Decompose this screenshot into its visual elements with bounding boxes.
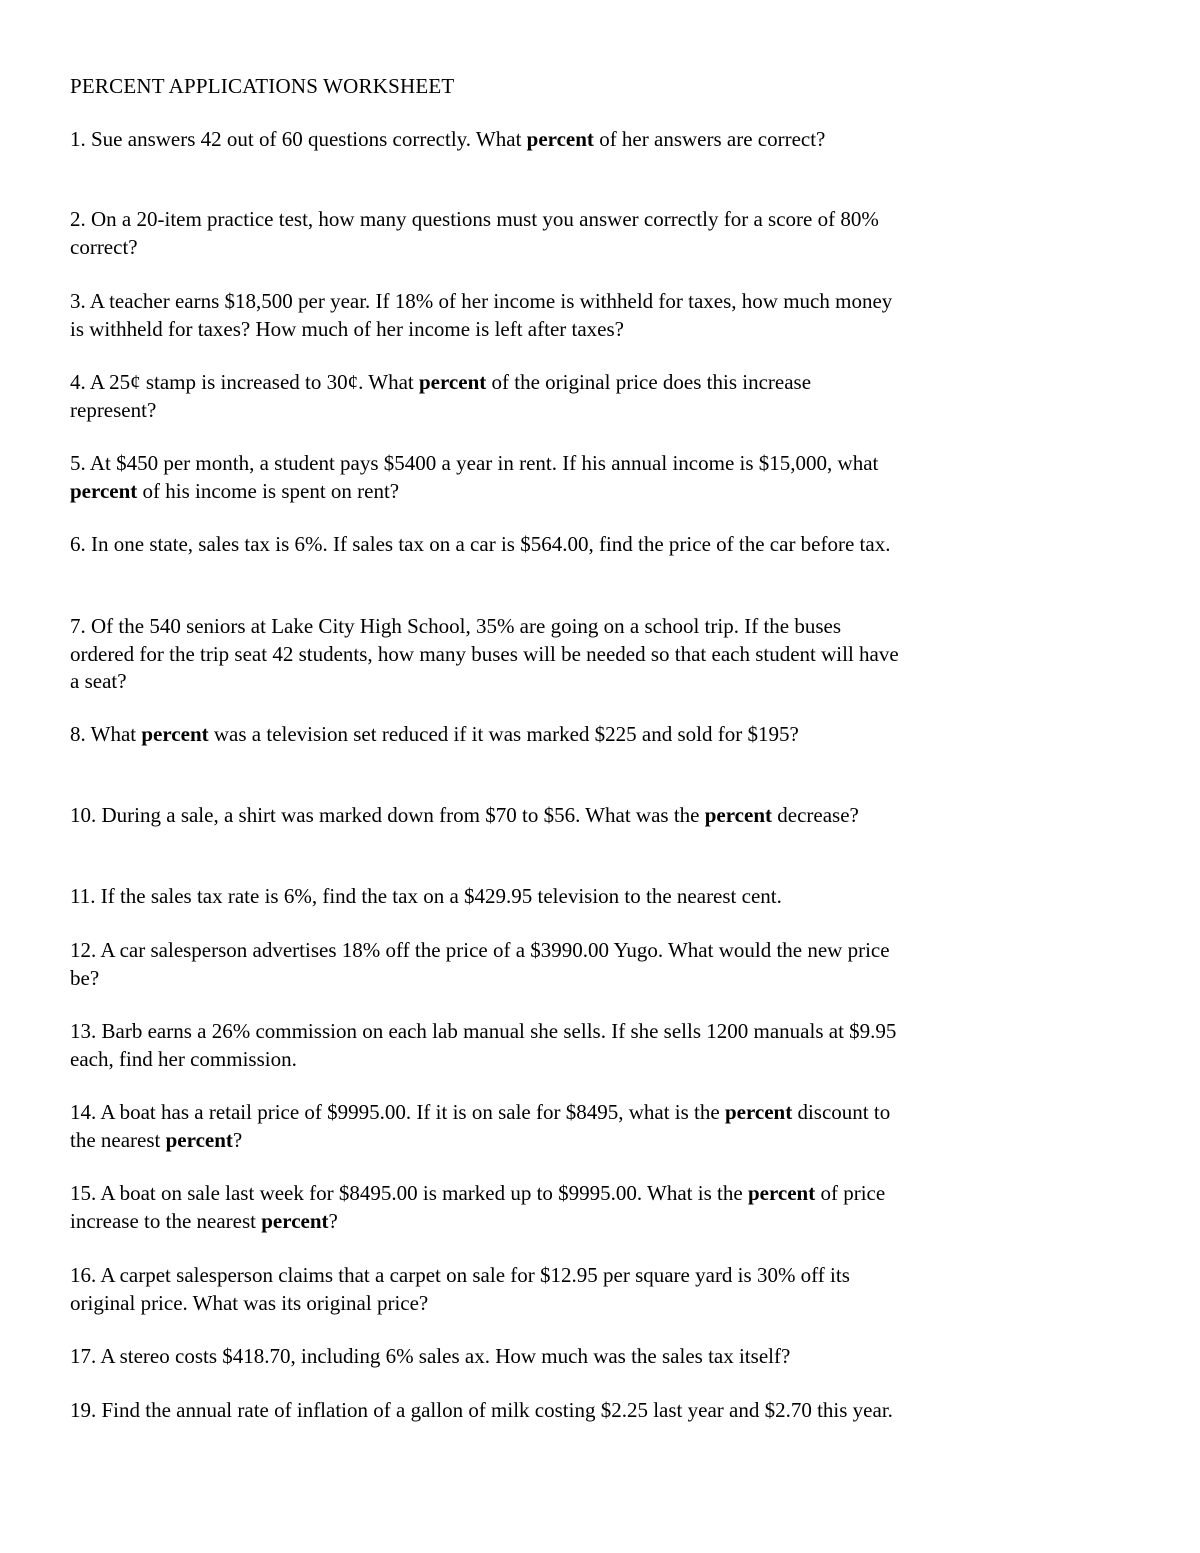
question-text: If the sales tax rate is 6%, find the tax on a $429.95 television to the nearest cent.	[100, 884, 782, 908]
question-text: decrease?	[772, 803, 859, 827]
question-text: A car salesperson advertises 18% off the price of a $3990.00 Yugo. What would the new price be?	[70, 938, 890, 990]
question-text: A stereo costs $418.70, including 6% sales ax. How much was the sales tax itself?	[100, 1344, 791, 1368]
question-number: 13.	[70, 1019, 97, 1043]
question-text: ?	[232, 1127, 243, 1152]
question-item	[70, 883, 900, 911]
emphasis-text: percent	[70, 478, 138, 503]
question-text: of price increase to the nearest	[70, 1181, 886, 1233]
emphasis-text: percent	[261, 1208, 329, 1233]
question-text: On a 20-item practice test, how many questions must you answer correctly for a score of 80% correct?	[70, 207, 879, 259]
emphasis-text: percent	[141, 722, 209, 746]
question-text: What	[90, 722, 142, 746]
question-item	[70, 802, 900, 830]
question-number: 4.	[70, 370, 86, 394]
question-item	[70, 721, 900, 749]
question-item	[70, 1180, 900, 1235]
emphasis-text: percent	[704, 803, 772, 827]
question-item	[70, 1262, 900, 1317]
emphasis-text: percent	[724, 1100, 793, 1124]
question-number: 11.	[70, 884, 96, 908]
question-number: 8.	[70, 722, 86, 746]
question-text: Barb earns a 26% commission on each lab manual she sells. If she sells 1200 manuals at $9.95 each, find her commission.	[70, 1019, 897, 1071]
question-number: 19.	[70, 1398, 97, 1422]
question-text: Find the annual rate of inflation of a gallon of milk costing $2.25 last year and $2.70 this year.	[101, 1398, 893, 1422]
question-number: 6.	[70, 532, 86, 556]
question-item	[70, 613, 900, 696]
question-text: ?	[328, 1208, 338, 1233]
question-text: discount to the nearest	[70, 1100, 891, 1152]
question-number: 17.	[70, 1344, 97, 1368]
question-item	[70, 1018, 900, 1073]
worksheet-title: PERCENT APPLICATIONS WORKSHEET	[70, 74, 455, 98]
question-text: of her answers are correct?	[593, 127, 826, 151]
question-text: A boat on sale last week for $8495.00 is marked up to $9995.00. What is the	[100, 1181, 748, 1205]
question-number: 7.	[70, 614, 86, 638]
question-text: A boat has a retail price of $9995.00. If it is on sale for $8495, what is the	[100, 1100, 725, 1124]
question-item	[70, 126, 900, 154]
question-text: In one state, sales tax is 6%. If sales tax on a car is $564.00, find the price of the car before tax.	[91, 532, 891, 556]
question-item	[70, 288, 900, 343]
question-number: 3.	[70, 289, 86, 313]
question-number: 2.	[70, 207, 86, 231]
emphasis-text: percent	[418, 370, 487, 394]
question-number: 12.	[70, 938, 97, 962]
question-item	[70, 450, 900, 505]
question-item	[70, 531, 900, 559]
emphasis-text: percent	[747, 1181, 816, 1205]
question-text: Of the 540 seniors at Lake City High School, 35% are going on a school trip. If the buses ordered for the trip seat 42 students, how many buses will be needed so that each student will have a seat?	[70, 614, 899, 693]
emphasis-text: percent	[526, 127, 594, 151]
question-item	[70, 1099, 900, 1154]
question-item	[70, 937, 900, 992]
question-text: A 25¢ stamp is increased to 30¢. What	[89, 370, 419, 394]
question-number: 1.	[70, 127, 86, 151]
question-text: A carpet salesperson claims that a carpet on sale for $12.95 per square yard is 30% off its original price. What was its original price?	[70, 1263, 850, 1315]
question-text: A teacher earns $18,500 per year. If 18% of her income is withheld for taxes, how much money is withheld for taxes? How much of her income is left after taxes?	[70, 289, 893, 341]
question-text: was a television set reduced if it was marked $225 and sold for $195?	[208, 722, 799, 746]
question-item	[70, 369, 900, 424]
question-number: 14.	[70, 1100, 97, 1124]
emphasis-text: percent	[165, 1127, 233, 1152]
question-item	[70, 206, 900, 261]
question-text: During a sale, a shirt was marked down from $70 to $56. What was the	[101, 803, 705, 827]
question-text: At $450 per month, a student pays $5400 a year in rent. If his annual income is $15,000, what	[89, 451, 879, 475]
question-number: 10.	[70, 803, 97, 827]
question-text: of his income is spent on rent?	[137, 478, 400, 503]
question-number: 5.	[70, 451, 86, 475]
question-item	[70, 1397, 900, 1425]
question-item	[70, 1343, 900, 1371]
question-number: 16.	[70, 1263, 97, 1287]
question-text: of the original price does this increase represent?	[70, 370, 812, 422]
question-number: 15.	[70, 1181, 97, 1205]
question-text: Sue answers 42 out of 60 questions correctly. What	[91, 127, 527, 151]
